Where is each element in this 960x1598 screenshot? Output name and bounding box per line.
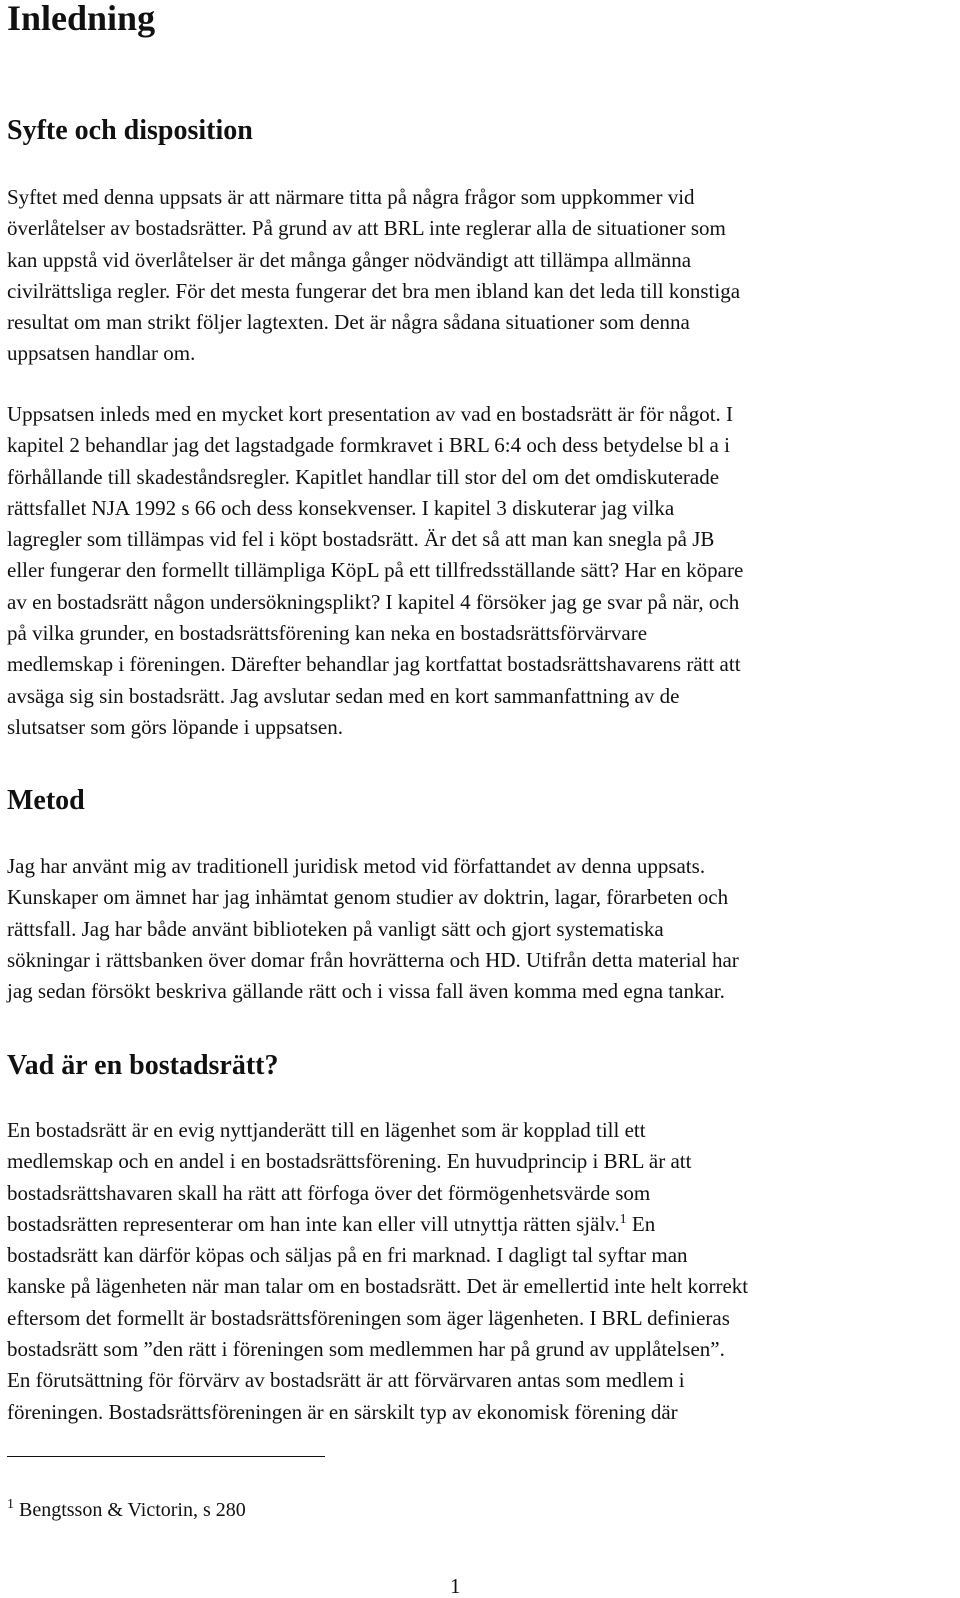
text-line: bostadsrättshavaren skall ha rätt att förfoga över det förmögenhetsvärde som bbox=[7, 1180, 651, 1205]
text-line: uppsatsen handlar om. bbox=[7, 341, 196, 366]
text-line: Uppsatsen inleds med en mycket kort presentation av vad en bostadsrätt är för något. I bbox=[7, 402, 734, 426]
footnote-divider bbox=[7, 1456, 325, 1457]
text-line: avsäga sig sin bostadsrätt. Jag avslutar sedan med en kort sammanfattning av de bbox=[7, 683, 680, 708]
text-line: eller fungerar den formellt tillämpliga KöpL på ett tillfredsställande sätt? Har en köpare bbox=[7, 558, 744, 583]
section-heading-vad-ar-bostadsratt: Vad är en bostadsrätt? bbox=[7, 1050, 279, 1081]
text-line: slutsatser som görs löpande i uppsatsen. bbox=[7, 714, 343, 739]
paragraph bbox=[7, 182, 947, 370]
footnote-number: 1 bbox=[7, 1497, 14, 1512]
text-line: förhållande till skadeståndsregler. Kapitlet handlar till stor del om det omdiskuterade bbox=[7, 464, 720, 489]
text-line: rättsfall. Jag har både använt biblioteken på vanligt sätt och gjort systematiska bbox=[7, 916, 664, 941]
paragraph bbox=[7, 851, 947, 1007]
text-line: sökningar i rättsbanken över domar från hovrätterna och HD. Utifrån detta material har bbox=[7, 947, 739, 972]
text-line: Syftet med denna uppsats är att närmare titta på några frågor som uppkommer vid bbox=[7, 185, 695, 209]
text-line: jag sedan försökt beskriva gällande rätt och i vissa fall även komma med egna tankar. bbox=[7, 979, 725, 1004]
text-line: medlemskap i föreningen. Därefter behandlar jag kortfattat bostadsrättshavarens rätt att bbox=[7, 652, 741, 677]
text-line: rättsfallet NJA 1992 s 66 och dess konsekvenser. I kapitel 3 diskuterar jag vilka bbox=[7, 495, 675, 520]
text-line: kan uppstå vid överlåtelser är det många gånger nödvändigt att tillämpa allmänna bbox=[7, 247, 692, 272]
text-line: civilrättsliga regler. För det mesta fungerar det bra men ibland kan det leda till konstiga bbox=[7, 278, 741, 303]
text-line: kapitel 2 behandlar jag det lagstadgade formkravet i BRL 6:4 och dess betydelse bl a i bbox=[7, 433, 730, 458]
text-line: av en bostadsrätt någon undersökningsplikt? I kapitel 4 försöker jag ge svar på när, och bbox=[7, 589, 740, 614]
footnote-reference[interactable]: 1 bbox=[619, 1211, 627, 1227]
text-line: föreningen. Bostadsrättsföreningen är en särskilt typ av ekonomisk förening där bbox=[7, 1399, 678, 1424]
page-title: Inledning bbox=[7, 0, 156, 38]
paragraph bbox=[7, 1115, 947, 1428]
footnote bbox=[7, 1498, 246, 1522]
text-line-body: bostadsrätten representerar om han inte kan eller vill utnyttja rätten själv. bbox=[7, 1211, 620, 1236]
text-line: En förutsättning för förvärv av bostadsrätt är att förvärvaren antas som medlem i bbox=[7, 1368, 685, 1393]
text-line: på vilka grunder, en bostadsrättsförening kan neka en bostadsrättsförvärvare bbox=[7, 621, 648, 646]
text-line bbox=[7, 1209, 947, 1240]
text-line: eftersom det formellt är bostadsrättsföreningen som äger lägenheten. I BRL definieras bbox=[7, 1305, 730, 1330]
footnote-text: Bengtsson & Victorin, s 280 bbox=[14, 1499, 246, 1521]
text-line: bostadsrätt som ”den rätt i föreningen som medlemmen har på grund av upplåtelsen”. bbox=[7, 1337, 725, 1362]
page-number: 1 bbox=[450, 1574, 461, 1598]
text-line: resultat om man strikt följer lagtexten. Det är några sådana situationer som denna bbox=[7, 310, 690, 335]
text-line: lagregler som tillämpas vid fel i köpt bostadsrätt. Är det så att man kan snegla på JB bbox=[7, 527, 715, 552]
text-line: Kunskaper om ämnet har jag inhämtat genom studier av doktrin, lagar, förarbeten och bbox=[7, 885, 729, 910]
text-line: En bostadsrätt är en evig nyttjanderätt till en lägenhet som är kopplad till ett bbox=[7, 1118, 646, 1142]
text-line: medlemskap och en andel i en bostadsrättsförening. En huvudprincip i BRL är att bbox=[7, 1149, 692, 1174]
text-line: överlåtelser av bostadsrätter. På grund av att BRL inte reglerar alla de situationer som bbox=[7, 216, 726, 241]
paragraph bbox=[7, 399, 947, 743]
section-heading-syfte: Syfte och disposition bbox=[7, 115, 253, 146]
text-line: bostadsrätt kan därför köpas och säljas på en fri marknad. I dagligt tal syftar man bbox=[7, 1243, 688, 1268]
text-line-tail: En bbox=[626, 1211, 656, 1236]
text-line: Jag har använt mig av traditionell juridisk metod vid författandet av denna uppsats. bbox=[7, 854, 706, 878]
section-heading-metod: Metod bbox=[7, 785, 85, 816]
text-line: kanske på lägenheten när man talar om en bostadsrätt. Det är emellertid inte helt korrekt bbox=[7, 1274, 749, 1299]
